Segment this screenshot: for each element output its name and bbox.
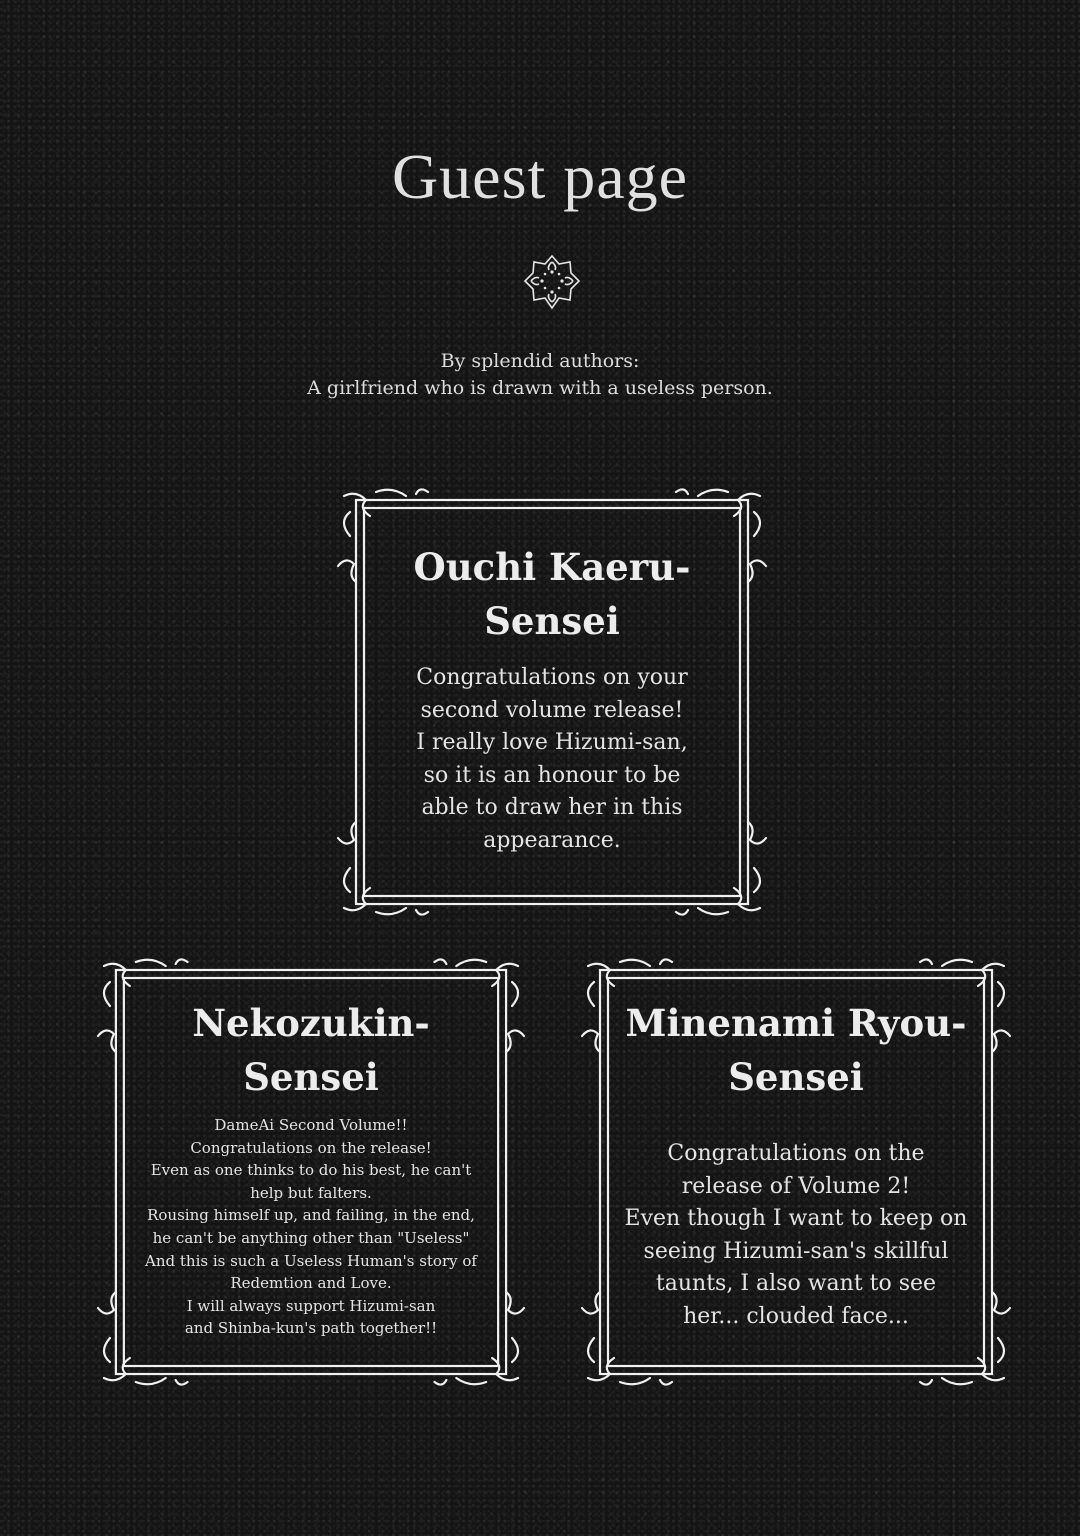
guest-message-line: Congratulations on the (667, 1141, 925, 1166)
guest-message-line: Even though I want to keep on (624, 1206, 968, 1231)
guest-message-line: he can't be anything other than "Useless" (152, 1228, 470, 1247)
guest-message-line: appearance. (483, 827, 621, 853)
guest-card-ouchi-text (376, 540, 728, 857)
guest-message-line: so it is an honour to be (423, 762, 681, 788)
guest-name-line: Minenami Ryou- (625, 1001, 967, 1045)
guest-message-line: I will always support Hizumi-san (186, 1296, 436, 1315)
guest-name-line: Sensei (728, 1055, 864, 1099)
guest-message-line: release of Volume 2! (681, 1173, 911, 1199)
guest-message-line: Congratulations on the release! (190, 1138, 432, 1157)
guest-message-line: taunts, I also want to see (655, 1271, 937, 1296)
guest-message-line: her... clouded face... (683, 1303, 909, 1329)
guest-name-line: Sensei (243, 1055, 379, 1099)
page-title: Guest page (391, 141, 689, 212)
guest-message-line: Rousing himself up, and failing, in the end, (147, 1206, 475, 1225)
guest-name-line: Nekozukin- (192, 1001, 430, 1045)
guest-name-line: Sensei (484, 599, 620, 643)
guest-name-line: Ouchi Kaeru- (413, 545, 691, 589)
guest-message-line: and Shinba-kun's path together!! (184, 1319, 438, 1338)
byline (0, 348, 1080, 402)
guest-message-line: Redemtion and Love. (230, 1274, 392, 1293)
guest-message-line: DameAi Second Volume!! (214, 1116, 408, 1134)
guest-message-line: second volume release! (420, 697, 684, 723)
guest-message-line: able to draw her in this (421, 795, 683, 820)
guest-message-line: Congratulations on your (416, 665, 688, 690)
guest-card-minenami-text (610, 996, 982, 1333)
guest-card-nekozukin-text (126, 996, 496, 1340)
flower-ornament-icon (521, 252, 583, 314)
byline-line-1: By splendid authors: (440, 350, 640, 372)
byline-line-2: A girlfriend who is drawn with a useless person. (307, 377, 773, 399)
guest-message-line: Even as one thinks to do his best, he can't (150, 1161, 472, 1180)
guest-message-line: I really love Hizumi-san, (416, 730, 688, 755)
guest-message-line: seeing Hizumi-san's skillful (643, 1238, 949, 1264)
guest-message-line: help but falters. (250, 1183, 372, 1202)
guest-message-line: And this is such a Useless Human's story of (145, 1251, 477, 1270)
